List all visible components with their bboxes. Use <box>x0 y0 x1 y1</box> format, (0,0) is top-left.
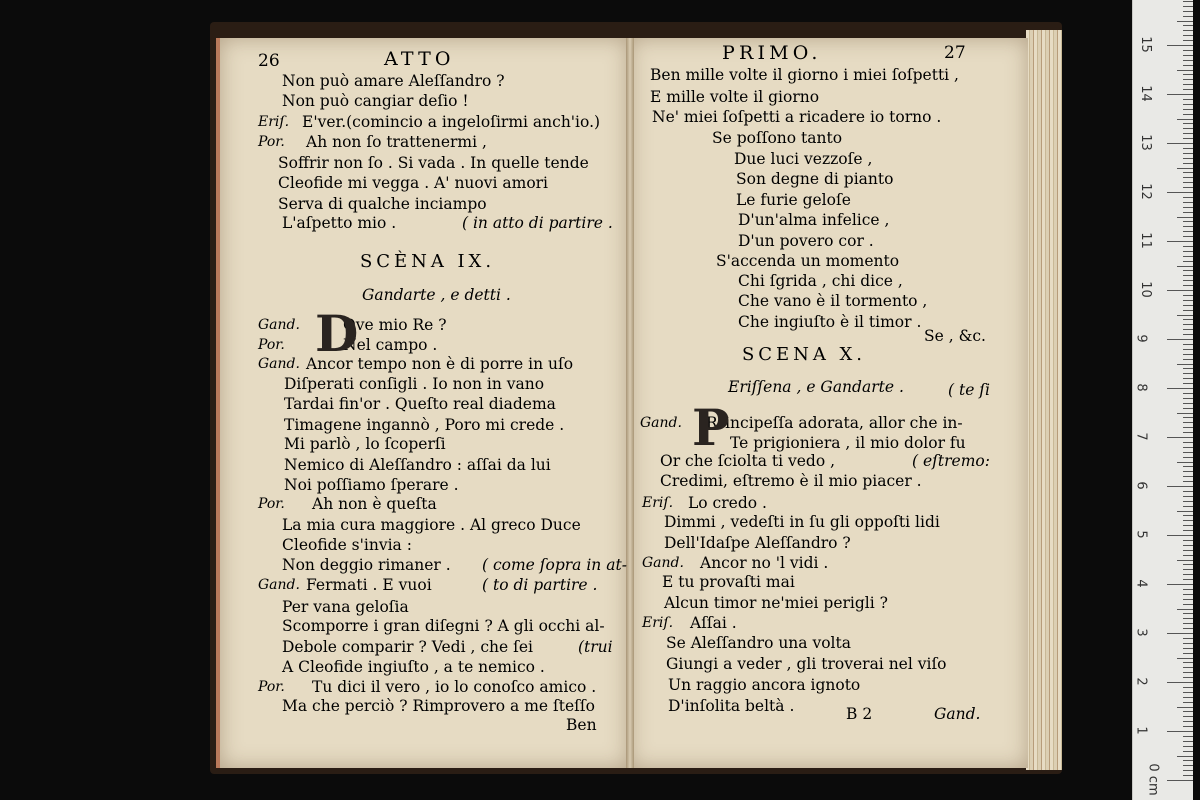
ruler-tick <box>1183 79 1193 80</box>
ruler-tick <box>1167 143 1193 144</box>
ruler-tick <box>1167 388 1193 389</box>
ruler-tick <box>1183 231 1193 232</box>
ruler-tick <box>1183 545 1193 546</box>
right-page-number: 27 <box>944 43 966 63</box>
ruler-tick <box>1167 192 1193 193</box>
ruler-tick <box>1183 373 1193 374</box>
ruler-tick <box>1183 50 1193 51</box>
ruler-tick <box>1183 138 1193 139</box>
ruler-tick <box>1167 339 1193 340</box>
ruler-tick <box>1183 520 1193 521</box>
ruler-tick <box>1183 182 1193 183</box>
text-line: E'ver.(comincio a ingeloſirmi anch'io.) <box>302 113 601 131</box>
right-scene-title: SCENA X. <box>742 344 866 365</box>
ruler-tick <box>1183 604 1193 605</box>
text-line: Due luci vezzoſe , <box>734 150 873 168</box>
ruler-number: 4 <box>1133 579 1149 588</box>
ruler-tick <box>1177 756 1193 757</box>
right-dropcap: P <box>692 398 730 457</box>
ruler-tick <box>1183 716 1193 717</box>
speaker-label: Gand. <box>258 577 300 593</box>
speaker-label: Por. <box>258 496 285 512</box>
speaker-label: Por. <box>258 134 285 150</box>
text-line: Scomporre i gran diſegni ? A gli occhi al- <box>282 617 605 635</box>
ruler-tick <box>1183 172 1193 173</box>
ruler-tick <box>1183 702 1193 703</box>
right-running-head: PRIMO. <box>722 42 822 64</box>
ruler-tick <box>1183 153 1193 154</box>
measuring-ruler <box>1132 0 1193 800</box>
ruler-tick <box>1183 667 1193 668</box>
ruler-tick <box>1177 168 1193 169</box>
ruler-tick <box>1177 266 1193 267</box>
right-scene-cast: Eriſſena , e Gandarte . <box>728 378 904 396</box>
ruler-tick <box>1183 447 1193 448</box>
text-line: Ancor tempo non è di porre in uſo <box>306 355 574 373</box>
text-line: Lo credo . <box>688 494 767 512</box>
text-line: Non può amare Aleſſandro ? <box>282 72 505 90</box>
text-line: Ben mille volte il giorno i miei ſoſpetti , <box>650 66 959 84</box>
text-line: Son degne di pianto <box>736 170 894 188</box>
stage-direction: (trui <box>578 638 613 656</box>
ruler-tick <box>1183 515 1193 516</box>
text-line: Ah non è queſta <box>312 495 437 513</box>
text-line: Te prigioniera , il mio dolor fu <box>730 434 966 452</box>
ruler-tick <box>1183 618 1193 619</box>
text-line: Cleofide s'invia : <box>282 536 412 554</box>
ruler-tick <box>1183 207 1193 208</box>
text-line: Rrincipeſſa adorata, allor che in- <box>706 414 963 432</box>
ruler-tick <box>1183 506 1193 507</box>
text-line: La mia cura maggiore . Al greco Duce <box>282 516 581 534</box>
text-line: Che ingiuſto è il timor . <box>738 313 922 331</box>
speaker-label: Gand. <box>258 356 300 372</box>
ruler-tick <box>1183 471 1193 472</box>
ruler-number: 0 cm <box>1145 763 1161 796</box>
ruler-number: 8 <box>1133 383 1149 392</box>
ruler-number: 9 <box>1133 334 1149 343</box>
text-line: Un raggio ancora ignoto <box>668 676 861 694</box>
ruler-tick <box>1183 628 1193 629</box>
ruler-tick <box>1177 21 1193 22</box>
text-line: Noi poſſiamo ſperare . <box>284 476 459 494</box>
ruler-tick <box>1183 368 1193 369</box>
ruler-tick <box>1183 736 1193 737</box>
text-line: L'aſpetto mio . <box>282 214 397 232</box>
ruler-tick <box>1183 408 1193 409</box>
ruler-tick <box>1183 662 1193 663</box>
ruler-tick <box>1183 202 1193 203</box>
text-line: E mille volte il giorno <box>650 88 820 106</box>
speaker-label: Eriſ. <box>642 495 674 511</box>
ruler-tick <box>1183 212 1193 213</box>
ruler-tick <box>1183 765 1193 766</box>
ruler-number: 3 <box>1133 628 1149 637</box>
ruler-tick <box>1183 501 1193 502</box>
ruler-tick <box>1167 486 1193 487</box>
ruler-tick <box>1183 275 1193 276</box>
text-line: D'un povero cor . <box>738 232 874 250</box>
ruler-tick <box>1183 114 1193 115</box>
ruler-tick <box>1177 462 1193 463</box>
ruler-tick <box>1183 525 1193 526</box>
ruler-tick <box>1167 731 1193 732</box>
ruler-tick <box>1183 775 1193 776</box>
ruler-tick <box>1183 594 1193 595</box>
ruler-tick <box>1183 359 1193 360</box>
ruler-tick <box>1183 300 1193 301</box>
ruler-tick <box>1167 45 1193 46</box>
speaker-label: Eriſ. <box>258 114 290 130</box>
ruler-number: 6 <box>1133 481 1149 490</box>
ruler-tick <box>1183 60 1193 61</box>
text-line: Se poſſono tanto <box>712 129 843 147</box>
ruler-tick <box>1183 40 1193 41</box>
ruler-tick <box>1167 633 1193 634</box>
ruler-tick <box>1183 148 1193 149</box>
ruler-tick <box>1183 65 1193 66</box>
right-scene-stage: ( te ſi <box>948 381 990 399</box>
text-line: Ove mio Re ? <box>343 316 447 334</box>
text-line: Credimi, eſtremo è il mio piacer . <box>660 472 922 490</box>
ruler-tick <box>1183 442 1193 443</box>
text-line: Non può cangiar deſio ! <box>282 92 469 110</box>
ruler-tick <box>1183 104 1193 105</box>
text-line: Or che ſciolta ti vedo , <box>660 452 836 470</box>
ruler-tick <box>1167 682 1193 683</box>
ruler-number: 13 <box>1137 134 1153 151</box>
ruler-tick <box>1183 344 1193 345</box>
ruler-tick <box>1177 560 1193 561</box>
ruler-tick <box>1183 540 1193 541</box>
signature-mark: B 2 <box>846 705 873 723</box>
text-line: Ah non ſo trattenermi , <box>306 133 487 151</box>
text-line: A Cleofide ingiuſto , a te nemico . <box>282 658 545 676</box>
ruler-tick <box>1183 285 1193 286</box>
text-line: D'inſolita beltà . <box>668 697 795 715</box>
ruler-tick <box>1183 481 1193 482</box>
text-line: Cleofide mi vegga . A' nuovi amori <box>278 174 549 192</box>
book-gutter <box>626 38 634 768</box>
ruler-tick <box>1183 452 1193 453</box>
text-line: Per vana geloſia <box>282 598 409 616</box>
ruler-tick <box>1183 550 1193 551</box>
text-line: S'accenda un momento <box>716 252 900 270</box>
ruler-tick <box>1183 741 1193 742</box>
text-line: Nemico di Aleſſandro : aſſai da lui <box>284 456 551 474</box>
ruler-tick <box>1183 305 1193 306</box>
ruler-tick <box>1183 403 1193 404</box>
text-line: Dell'Idaſpe Aleſſandro ? <box>664 534 851 552</box>
ruler-tick <box>1183 466 1193 467</box>
ruler-number: 10 <box>1137 281 1153 298</box>
ruler-tick <box>1183 417 1193 418</box>
text-line: Giungi a veder , gli troverai nel viſo <box>666 655 947 673</box>
ruler-tick <box>1183 398 1193 399</box>
text-line: Ancor no 'l vidi . <box>700 554 829 572</box>
ruler-tick <box>1183 564 1193 565</box>
ruler-tick <box>1183 319 1193 320</box>
ruler-number: 14 <box>1137 85 1153 102</box>
ruler-tick <box>1183 393 1193 394</box>
ruler-tick <box>1177 707 1193 708</box>
ruler-tick <box>1167 535 1193 536</box>
ruler-tick <box>1183 746 1193 747</box>
ruler-number: 1 <box>1133 726 1149 735</box>
ruler-tick <box>1177 609 1193 610</box>
text-line: Aſſai . <box>690 614 737 632</box>
ruler-tick <box>1183 457 1193 458</box>
ruler-tick <box>1183 280 1193 281</box>
ruler-tick <box>1177 511 1193 512</box>
ruler-tick <box>1183 697 1193 698</box>
ruler-tick <box>1183 163 1193 164</box>
ruler-tick <box>1183 574 1193 575</box>
text-line: Tardai fin'or . Queſto real diadema <box>284 395 556 413</box>
ruler-number: 15 <box>1137 36 1153 53</box>
ruler-tick <box>1167 437 1193 438</box>
left-running-head: ATTO <box>384 48 455 70</box>
ruler-tick <box>1183 496 1193 497</box>
ruler-tick <box>1183 721 1193 722</box>
ruler-tick <box>1183 99 1193 100</box>
ruler-tick <box>1167 94 1193 95</box>
text-line: Se , &c. <box>924 327 986 345</box>
ruler-tick <box>1183 672 1193 673</box>
ruler-tick <box>1183 687 1193 688</box>
ruler-tick <box>1183 324 1193 325</box>
ruler-tick <box>1183 221 1193 222</box>
speaker-label: Gand. <box>640 415 682 431</box>
ruler-number: 2 <box>1133 677 1149 686</box>
text-line: Timagene ingannò , Poro mi crede . <box>284 416 565 434</box>
ruler-tick <box>1167 780 1193 781</box>
text-line: Debole comparir ? Vedi , che ſei <box>282 638 533 656</box>
stage-direction: ( to di partire . <box>482 576 598 594</box>
text-line: Nel campo . <box>343 336 438 354</box>
ruler-tick <box>1183 251 1193 252</box>
ruler-tick <box>1183 711 1193 712</box>
ruler-tick <box>1167 290 1193 291</box>
text-line: Ne' miei ſoſpetti a ricadere io torno . <box>652 108 942 126</box>
ruler-tick <box>1183 256 1193 257</box>
text-line: Soffrir non ſo . Si vada . In quelle tende <box>278 154 589 172</box>
ruler-tick <box>1183 751 1193 752</box>
ruler-tick <box>1183 89 1193 90</box>
ruler-tick <box>1183 555 1193 556</box>
ruler-tick <box>1177 658 1193 659</box>
ruler-tick <box>1183 177 1193 178</box>
text-line: Alcun timor ne'miei perigli ? <box>664 594 888 612</box>
ruler-tick <box>1177 70 1193 71</box>
ruler-tick <box>1183 677 1193 678</box>
ruler-tick <box>1183 11 1193 12</box>
ruler-tick <box>1183 84 1193 85</box>
speaker-label: Por. <box>258 337 285 353</box>
text-line: Ma che perciò ? Rimprovero a me ſteſſo <box>282 697 595 715</box>
left-dropcap: D <box>315 304 359 363</box>
ruler-tick <box>1183 133 1193 134</box>
ruler-tick <box>1183 74 1193 75</box>
ruler-number: 12 <box>1137 183 1153 200</box>
ruler-tick <box>1183 491 1193 492</box>
ruler-tick <box>1183 643 1193 644</box>
ruler-tick <box>1167 241 1193 242</box>
ruler-tick <box>1183 427 1193 428</box>
stage-direction: ( in atto di partire . <box>462 214 613 232</box>
stage-direction: ( eſtremo: <box>912 452 990 470</box>
text-line: Che vano è il tormento , <box>738 292 928 310</box>
text-line: Chi ſgrida , chi dice , <box>738 272 903 290</box>
text-line: Mi parlò , lo ſcoperſi <box>284 435 446 453</box>
ruler-tick <box>1183 16 1193 17</box>
ruler-tick <box>1183 432 1193 433</box>
text-line: Diſperati conſigli . Io non in vano <box>284 375 545 393</box>
ruler-tick <box>1183 613 1193 614</box>
ruler-number: 5 <box>1133 530 1149 539</box>
ruler-tick <box>1183 25 1193 26</box>
ruler-tick <box>1183 128 1193 129</box>
ruler-tick <box>1177 119 1193 120</box>
ruler-tick <box>1183 378 1193 379</box>
ruler-tick <box>1183 236 1193 237</box>
text-line: Se Aleſſandro una volta <box>666 634 851 652</box>
ruler-tick <box>1183 270 1193 271</box>
ruler-number: 11 <box>1137 232 1153 249</box>
ruler-tick <box>1183 354 1193 355</box>
ruler-tick <box>1167 584 1193 585</box>
ruler-tick <box>1183 158 1193 159</box>
ruler-tick <box>1183 530 1193 531</box>
speaker-label: Eriſ. <box>642 615 674 631</box>
catchword: Gand. <box>934 705 981 723</box>
ruler-tick <box>1183 246 1193 247</box>
left-scene-cast: Gandarte , e detti . <box>362 286 511 304</box>
ruler-tick <box>1183 30 1193 31</box>
ruler-tick <box>1183 692 1193 693</box>
ruler-tick <box>1183 6 1193 7</box>
ruler-tick <box>1183 295 1193 296</box>
ruler-tick <box>1183 55 1193 56</box>
stage-direction: ( come ſopra in at- <box>482 556 627 574</box>
ruler-tick <box>1183 349 1193 350</box>
ruler-tick <box>1183 261 1193 262</box>
ruler-tick <box>1177 217 1193 218</box>
ruler-tick <box>1183 623 1193 624</box>
ruler-tick <box>1177 413 1193 414</box>
ruler-tick <box>1183 109 1193 110</box>
ruler-tick <box>1183 653 1193 654</box>
ruler-tick <box>1183 1 1193 2</box>
ruler-tick <box>1183 569 1193 570</box>
ruler-tick <box>1183 589 1193 590</box>
ruler-tick <box>1183 329 1193 330</box>
ruler-tick <box>1183 334 1193 335</box>
ruler-tick <box>1177 364 1193 365</box>
ruler-tick <box>1183 770 1193 771</box>
speaker-label: Gand. <box>258 317 300 333</box>
ruler-tick <box>1183 35 1193 36</box>
ruler-tick <box>1183 383 1193 384</box>
ruler-tick <box>1177 315 1193 316</box>
text-line: Tu dici il vero , io lo conoſco amico . <box>312 678 597 696</box>
ruler-tick <box>1183 123 1193 124</box>
ruler-tick <box>1183 422 1193 423</box>
ruler-number: 7 <box>1133 432 1149 441</box>
ruler-tick <box>1183 579 1193 580</box>
text-line: Serva di qualche inciampo <box>278 195 487 213</box>
text-line: Le furie geloſe <box>736 191 851 209</box>
ruler-tick <box>1183 638 1193 639</box>
ruler-tick <box>1183 760 1193 761</box>
text-line: E tu provaſti mai <box>662 573 795 591</box>
ruler-tick <box>1183 648 1193 649</box>
speaker-label: Gand. <box>642 555 684 571</box>
left-page-number: 26 <box>258 51 280 71</box>
ruler-tick <box>1183 187 1193 188</box>
text-line: Ben <box>566 716 597 734</box>
page-edges <box>1026 30 1062 770</box>
ruler-tick <box>1183 726 1193 727</box>
ruler-tick <box>1183 599 1193 600</box>
ruler-tick <box>1183 197 1193 198</box>
ruler-tick <box>1183 310 1193 311</box>
text-line: Fermati . E vuoi <box>306 576 432 594</box>
speaker-label: Por. <box>258 679 285 695</box>
ruler-tick <box>1183 476 1193 477</box>
text-line: Dimmi , vedeſti in ſu gli oppoſti lidi <box>664 513 940 531</box>
text-line: Non deggio rimaner . <box>282 556 451 574</box>
ruler-tick <box>1183 226 1193 227</box>
text-line: D'un'alma infelice , <box>738 211 890 229</box>
left-scene-title: SCÈNA IX. <box>360 251 496 272</box>
